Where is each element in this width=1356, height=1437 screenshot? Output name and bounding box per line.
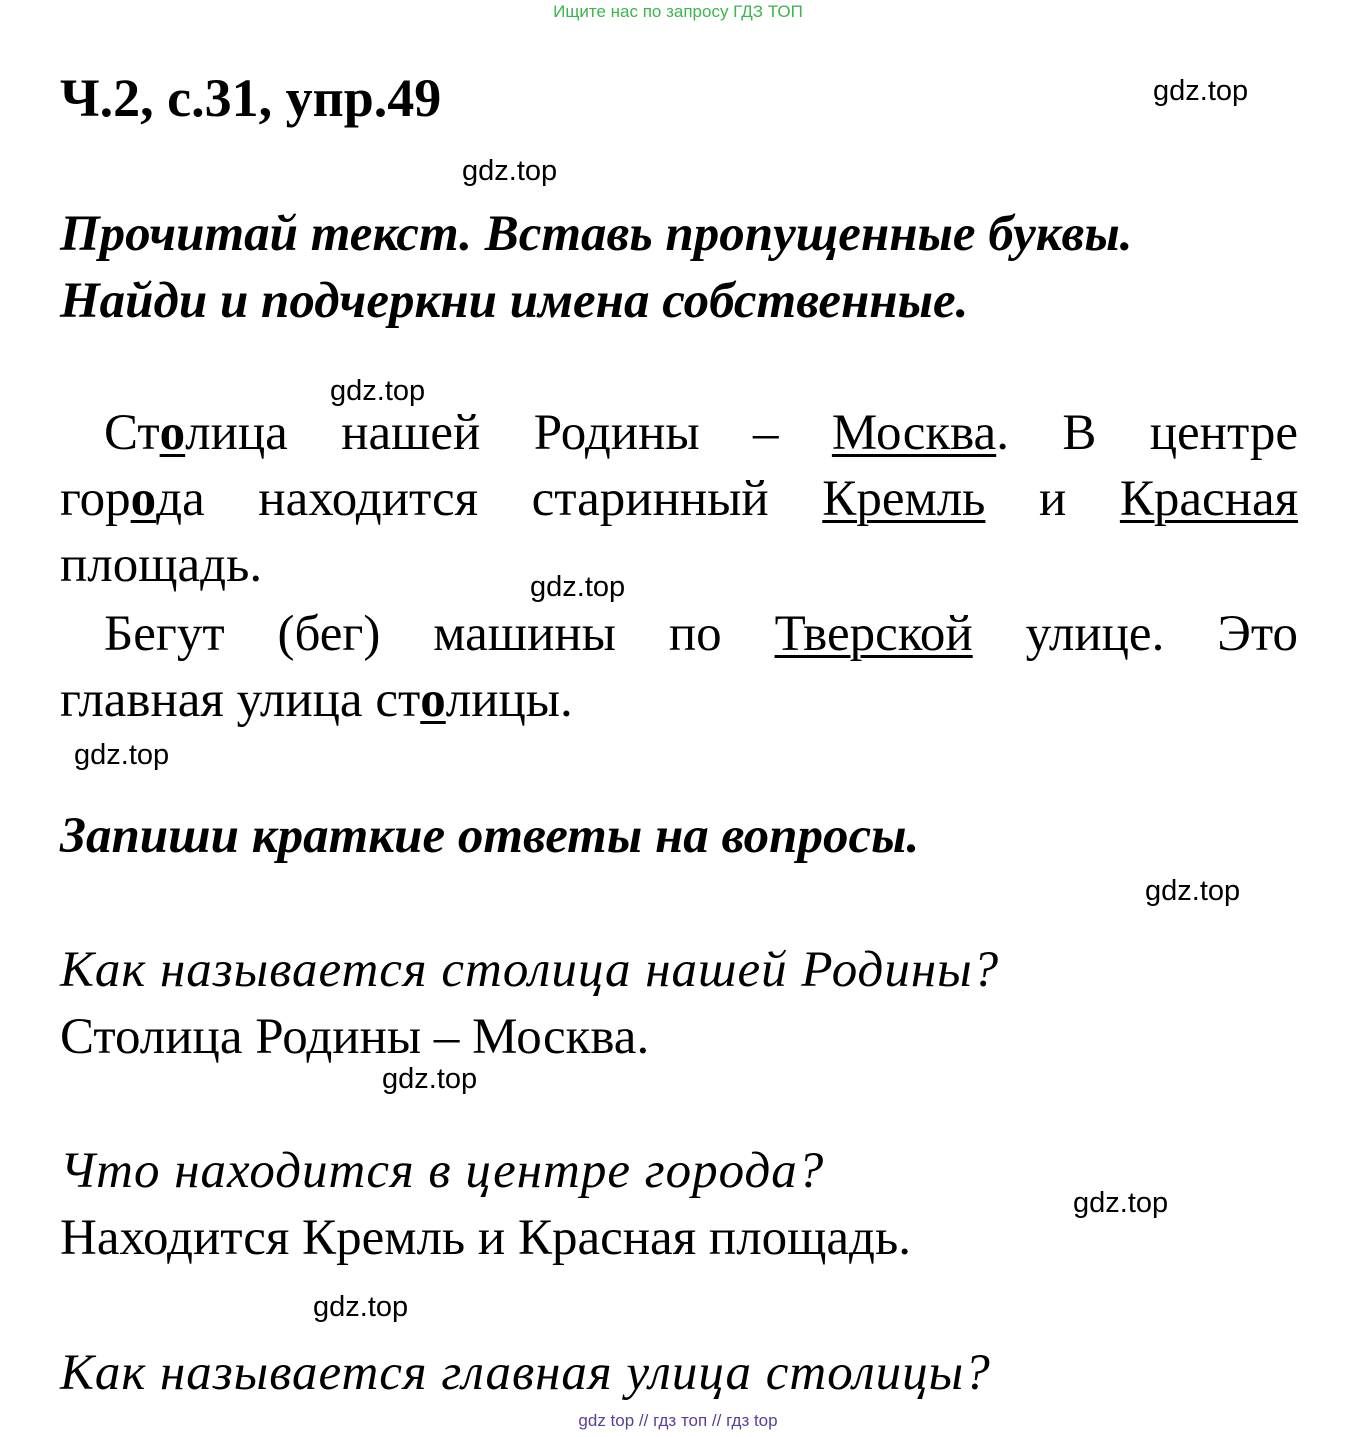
watermark: gdz.top — [1145, 875, 1241, 907]
text-fragment: лица нашей Родины – — [185, 405, 779, 461]
text-fragment: Ст — [104, 405, 160, 461]
page-title: Ч.2, с.31, упр.49 — [60, 68, 442, 128]
inserted-letter: о — [420, 672, 446, 728]
answer-2: Находится Кремль и Красная площадь. — [60, 1210, 912, 1266]
proper-noun: Красная — [1119, 471, 1299, 527]
paragraph-1-line-2 — [60, 466, 1298, 532]
paragraph-2-line-2 — [60, 667, 1298, 733]
answer-1: Столица Родины – Москва. — [60, 1009, 650, 1065]
text-fragment: . В центре — [996, 405, 1298, 461]
question-3: Как называется главная улица столицы? — [60, 1345, 991, 1401]
footer-watermark: gdz top // гдз топ // гдз top — [578, 1411, 778, 1430]
text-paragraph-1 — [60, 400, 1298, 598]
watermark: gdz.top — [330, 375, 426, 407]
watermark: gdz.top — [313, 1291, 409, 1323]
paragraph-1-line-3: площадь. — [60, 537, 263, 593]
text-fragment: да находится старинный — [156, 471, 769, 527]
question-2: Что находится в центре города? — [60, 1143, 825, 1199]
paragraph-2-line-1 — [60, 601, 1298, 667]
text-fragment: улице. Это — [1025, 606, 1299, 662]
text-paragraph-2 — [60, 601, 1298, 733]
question-1: Как называется столица нашей Родины? — [60, 942, 1000, 998]
watermark: gdz.top — [1073, 1187, 1169, 1219]
task-instruction-line-1: Прочитай текст. Вставь пропущенные буквы. — [60, 206, 1133, 262]
proper-noun: Кремль — [822, 471, 986, 527]
inserted-letter: о — [159, 405, 186, 461]
task-instruction-2: Запиши краткие ответы на вопросы. — [60, 808, 920, 864]
watermark: gdz.top — [1153, 75, 1249, 107]
text-fragment: Бегут (бег) машины по — [104, 606, 722, 662]
text-fragment: гор — [60, 471, 131, 527]
watermark: gdz.top — [74, 739, 170, 771]
paragraph-1-line-1 — [60, 400, 1298, 466]
task-instruction-line-2: Найди и подчеркни имена собственные. — [60, 273, 969, 329]
text-fragment: и — [1039, 471, 1067, 527]
watermark: gdz.top — [462, 155, 558, 187]
text-fragment: лицы. — [445, 672, 573, 728]
watermark: gdz.top — [382, 1063, 478, 1095]
top-banner: Ищите нас по запросу ГДЗ ТОП — [553, 2, 803, 21]
proper-noun: Тверской — [774, 606, 973, 662]
proper-noun: Москва — [831, 405, 997, 461]
text-fragment: главная улица ст — [60, 672, 421, 728]
inserted-letter: о — [130, 471, 157, 527]
watermark: gdz.top — [530, 571, 626, 603]
